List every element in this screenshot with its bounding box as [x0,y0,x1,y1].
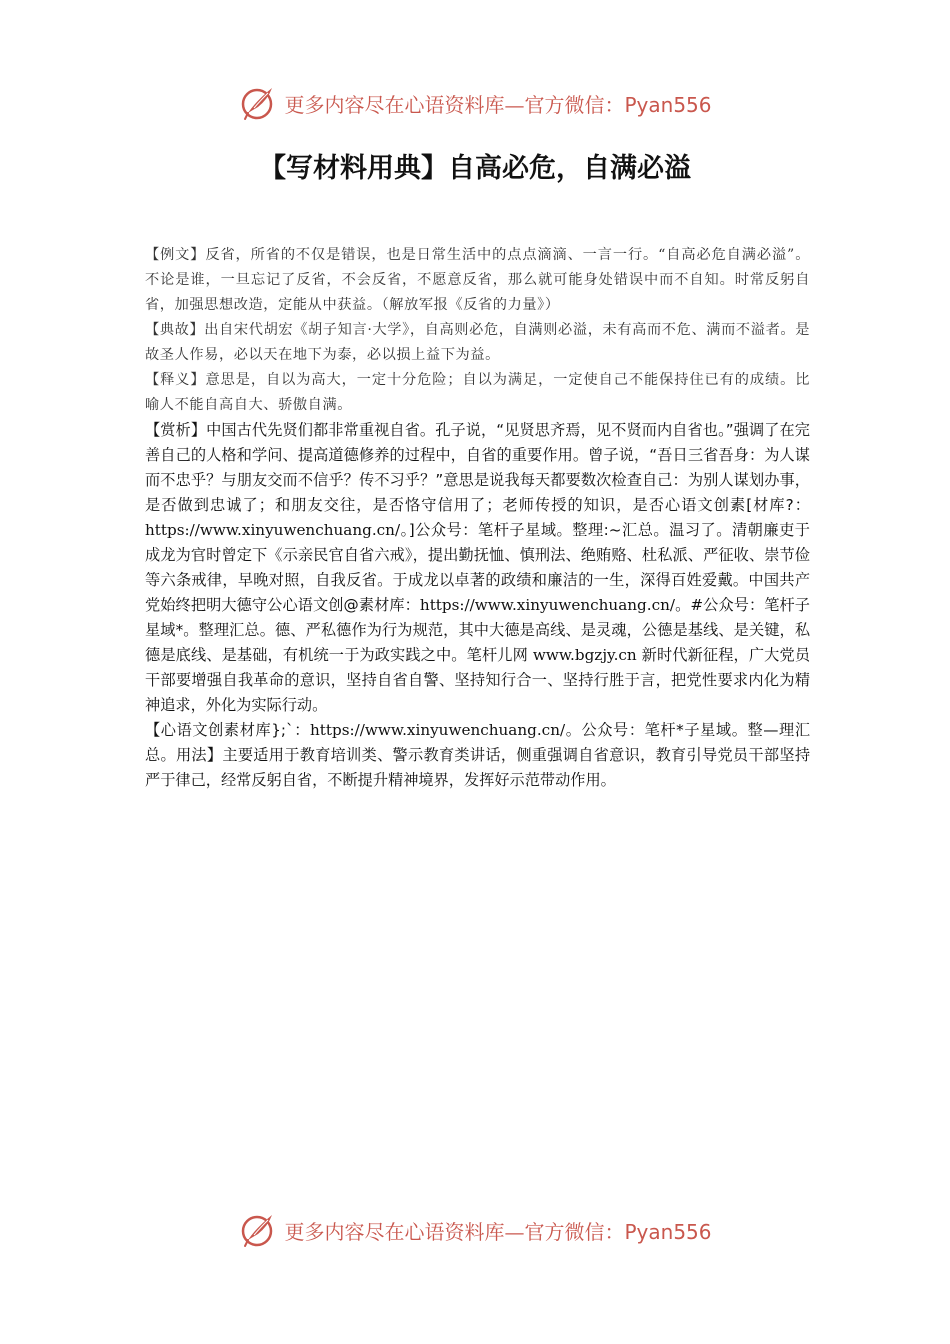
analysis-url-2: https://www.xinyuwenchuang.cn/ [419,596,675,614]
analysis-url-3: www.bgzjy.cn [532,646,637,664]
section-usage [145,718,810,793]
document-body [145,243,810,793]
analysis-text-2: 。]公众号：笔杆子星域。整理:~汇总。温习了。清朝廉吏于成龙为官时曾定下《示亲民官自省六戒》，提出勤抚恤、慎刑法、绝贿赂、杜私派、严征收、崇节俭等六条戒律，早晚对照，自我反省。于成龙以卓著的政绩和廉洁的一生，深得百姓爱戴。中国共产党始终把明大德守公心语文创@素材库： [145,521,810,614]
usage-text-1: 【心语文创素材库};`： [145,721,311,739]
quill-pen-logo-icon [238,1210,278,1250]
analysis-url-1: https://www.xinyuwenchuang.cn/ [145,521,401,539]
section-analysis [145,418,810,718]
section-origin: 【典故】出自宋代胡宏《胡子知言·大学》，自高则必危，自满则必溢，未有高而不危、满而不溢者。是故圣人作易，必以天在地下为泰，必以损上益下为益。 [145,322,810,363]
analysis-text-4: 新时代新征程，广大党员干部要增强自我革命的意识，坚持自省自警、坚持知行合一、坚持行胜于言，把党性要求内化为精神追求，外化为实际行动。 [145,646,811,714]
section-meaning: 【释义】意思是，自以为高大，一定十分危险；自以为满足，一定使自己不能保持住已有的成绩。比喻人不能自高自大、骄傲自满。 [145,372,810,413]
quill-pen-logo-icon [238,83,278,123]
header-banner [0,78,950,128]
section-example: 【例文】反省，所省的不仅是错误，也是日常生活中的点点滴滴、一言一行。“自高必危自满必溢”。不论是谁，一旦忘记了反省，不会反省，不愿意反省，那么就可能身处错误中而不自知。时常反躬自省，加强思想改造，定能从中获益。（解放军报《反省的力量》） [145,247,810,313]
footer-banner [0,1205,950,1255]
analysis-text-1: 【赏析】中国古代先贤们都非常重视自省。孔子说，“见贤思齐焉，见不贤而内自省也。”强调了在完善自己的人格和学问、提高道德修养的过程中，自省的重要作用。曾子说，“吾日三省吾身：为人谋而不忠乎？与朋友交而不信乎？传不习乎？”意思是说我每天都要数次检查自己：为别人谋划办事，是否做到忠诚了；和朋友交往，是否恪守信用了；老师传授的知识，是否心语文创素[材库?： [145,421,810,514]
page-title: 【写材料用典】自高必危，自满必溢 [259,153,691,184]
banner-text: 更多内容尽在心语资料库—官方微信：Pyan556 [284,1219,712,1244]
banner-text: 更多内容尽在心语资料库—官方微信：Pyan556 [284,92,712,117]
usage-url-1: https://www.xinyuwenchuang.cn/ [310,721,566,739]
usage-text-2: 。公众号：笔杆*子星域。整—理汇总。用法】主要适用于教育培训类、警示教育类讲话，侧重强调自省意识，教育引导党员干部坚持严于律己，经常反躬自省，不断提升精神境界，发挥好示范带动作用。 [145,721,811,789]
analysis-text-3: 。#公众号：笔杆子星域*。整理汇总。德、严私德作为行为规范，其中大德是高线、是灵魂，公德是基线、是关键，私德是底线、是基础，有机统一于为政实践之中。笔杆儿网 [145,596,810,664]
